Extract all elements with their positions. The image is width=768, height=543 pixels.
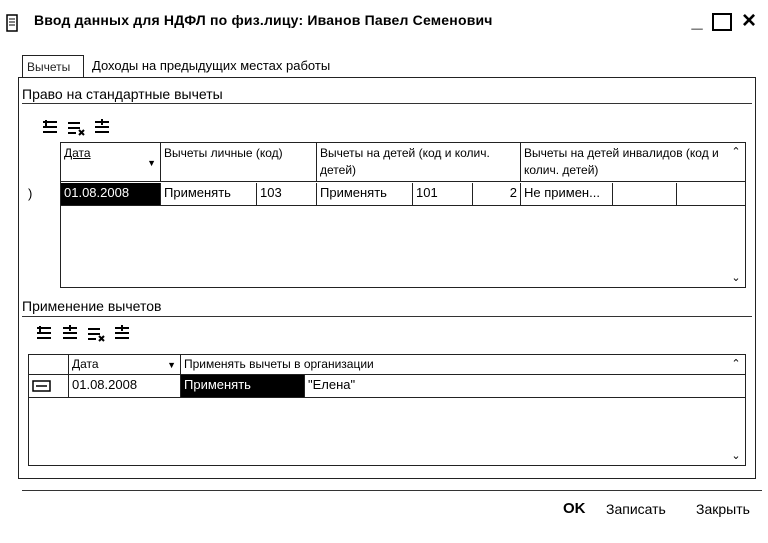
cell-date[interactable]: 01.08.2008 xyxy=(69,375,181,397)
header-date-label: Дата xyxy=(72,357,99,371)
header-date-label: Дата xyxy=(64,146,91,160)
maximize-button[interactable] xyxy=(712,13,732,31)
row-item-icon xyxy=(32,379,52,393)
cell-children-code[interactable]: 101 xyxy=(413,183,473,205)
cell-date[interactable]: 01.08.2008 xyxy=(61,183,161,205)
standard-deductions-table[interactable] xyxy=(60,142,746,288)
row-marker-icon: ) xyxy=(28,186,33,201)
cell-children-apply[interactable]: Применять xyxy=(317,183,413,205)
toolbar-standard xyxy=(40,118,140,140)
tab-previous-income[interactable]: Доходы на предыдущих местах работы xyxy=(92,58,331,73)
section-divider xyxy=(22,103,752,104)
footer-divider xyxy=(22,490,762,491)
copy-row-icon[interactable] xyxy=(66,118,86,138)
cell-children-count[interactable]: 2 xyxy=(473,183,521,205)
sort-chevron-icon[interactable]: ▼ xyxy=(147,158,156,168)
column-header-children-disabled[interactable]: Вычеты на детей инвалидов (код и колич. детей) xyxy=(524,146,719,177)
cell-apply[interactable]: Применять xyxy=(181,375,305,397)
row-marker xyxy=(29,375,69,397)
close-dialog-button[interactable]: Закрыть xyxy=(696,501,750,517)
cell-organization[interactable]: "Елена" xyxy=(308,377,356,392)
column-header-apply-in-org[interactable]: Применять вычеты в организации xyxy=(184,357,374,371)
copy-row-icon[interactable] xyxy=(86,324,106,344)
column-header-children[interactable]: Вычеты на детей (код и колич. детей) xyxy=(317,143,521,181)
document-icon xyxy=(6,14,20,32)
application-label: Применение вычетов xyxy=(22,298,162,314)
add-row-icon[interactable] xyxy=(40,118,60,138)
section-divider xyxy=(22,316,752,317)
cell-personal-code[interactable]: 103 xyxy=(257,183,317,205)
scroll-up-icon[interactable]: ⌃ xyxy=(731,358,741,370)
sort-chevron-icon[interactable]: ▼ xyxy=(167,360,176,370)
ok-button[interactable]: OK xyxy=(563,500,586,517)
scroll-down-icon[interactable]: ⌄ xyxy=(731,272,741,284)
column-header-personal[interactable]: Вычеты личные (код) xyxy=(161,143,317,181)
scroll-down-icon[interactable]: ⌄ xyxy=(731,450,741,462)
minimize-button[interactable]: _ xyxy=(691,10,703,32)
scroll-up-icon[interactable]: ⌃ xyxy=(731,146,741,158)
save-button[interactable]: Записать xyxy=(606,501,666,517)
column-header-marker xyxy=(29,355,69,375)
toolbar-application xyxy=(34,324,144,346)
close-button[interactable]: × xyxy=(741,7,756,34)
column-header-date[interactable] xyxy=(61,143,161,181)
edit-row-icon[interactable] xyxy=(60,324,80,344)
cell-disabled-count[interactable] xyxy=(677,183,731,205)
table-row[interactable] xyxy=(61,183,745,205)
delete-row-icon[interactable] xyxy=(112,324,132,344)
standard-deductions-label: Право на стандартные вычеты xyxy=(22,86,223,102)
window-title: Ввод данных для НДФЛ по физ.лицу: Иванов Павел Семенович xyxy=(34,12,493,28)
application-table[interactable] xyxy=(28,354,746,466)
delete-row-icon[interactable] xyxy=(92,118,112,138)
tab-deductions[interactable]: Вычеты xyxy=(22,55,84,77)
add-row-icon[interactable] xyxy=(34,324,54,344)
cell-disabled-apply[interactable]: Не примен... xyxy=(521,183,613,205)
cell-disabled-code[interactable] xyxy=(613,183,677,205)
cell-personal-apply[interactable]: Применять xyxy=(161,183,257,205)
table-row[interactable] xyxy=(29,375,745,397)
column-header-date[interactable] xyxy=(69,355,181,375)
